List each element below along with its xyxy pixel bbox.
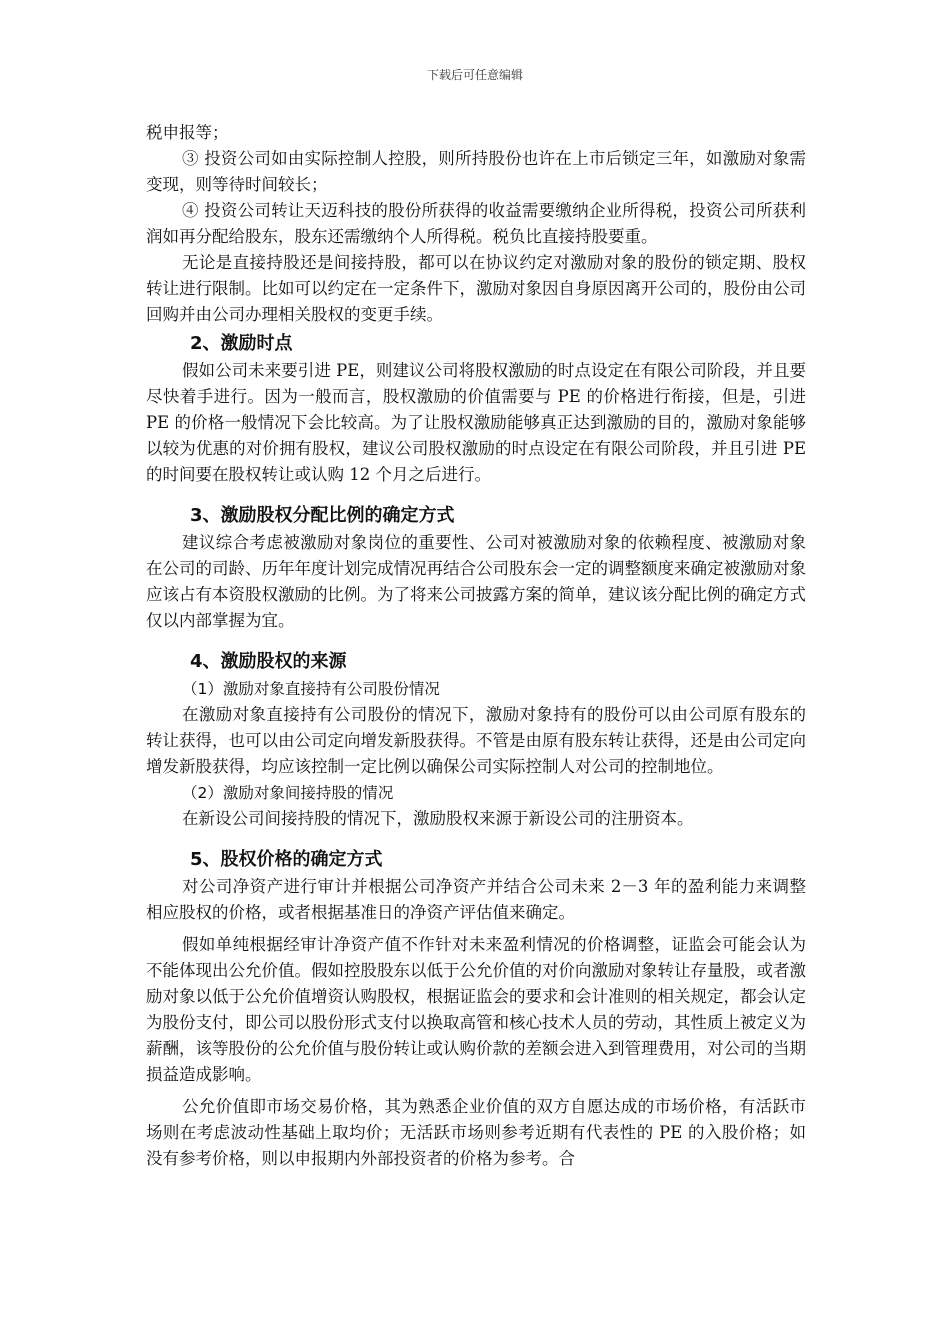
paragraph-allocation-ratio: 建议综合考虑被激励对象岗位的重要性、公司对被激励对象的依赖程度、被激励对象在公司的司龄、历年年度计划完成情况再结合公司股东会一定的调整额度来确定被激励对象应该占有本资股权激励的比例。为了将来公司披露方案的简单，建议该分配比例的确定方式仅以内部掌握为宜。 xyxy=(146,533,806,630)
heading-equity-price: 5、股权价格的确定方式 xyxy=(190,849,383,870)
document-body xyxy=(146,120,806,1172)
paragraph-fair-value: 公允价值即市场交易价格，其为熟悉企业价值的双方自愿达成的市场价格，有活跃市场则在考虑波动性基础上取均价；无活跃市场则参考近期有代表性的 PE 的入股价格；如没有参考价格，则以申报期内外部投资者的价格为参考。合 xyxy=(146,1097,806,1168)
paragraph-lock-period: 无论是直接持股还是间接持股，都可以在协议约定对激励对象的股份的锁定期、股权转让进行限制。比如可以约定在一定条件下，激励对象因自身原因离开公司的，股份由公司回购并由公司办理相关股权的变更手续。 xyxy=(146,253,806,324)
heading-incentive-timing: 2、激励时点 xyxy=(190,333,293,354)
paragraph-share-payment: 假如单纯根据经审计净资产值不作针对未来盈利情况的价格调整，证监会可能会认为不能体现出公允价值。假如控股股东以低于公允价值的对价向激励对象转让存量股，或者激励对象以低于公允价值增资认购股权，根据证监会的要求和会计准则的相关规定，都会认定为股份支付，即公司以股份形式支付以换取高管和核心技术人员的劳动，其性质上被定义为薪酬，该等股份的公允价值与股份转让或认购价款的差额会进入到管理费用，对公司的当期损益造成影响。 xyxy=(146,935,806,1084)
paragraph-tax-filing: 税申报等； xyxy=(146,123,229,142)
page-header: 下载后可任意编辑 xyxy=(426,68,523,82)
heading-allocation-ratio: 3、激励股权分配比例的确定方式 xyxy=(190,505,455,526)
heading-equity-source: 4、激励股权的来源 xyxy=(190,651,347,672)
paragraph-item-4: ④ 投资公司转让天迈科技的股份所获得的收益需要缴纳企业所得税，投资公司所获利润如再分配给股东，股东还需缴纳个人所得税。税负比直接持股要重。 xyxy=(146,201,806,246)
paragraph-incentive-timing: 假如公司未来要引进 PE，则建议公司将股权激励的时点设定在有限公司阶段，并且要尽快着手进行。因为一般而言，股权激励的价值需要与 PE 的价格进行衔接，但是，引进 PE 的价格一般情况下会比较高。为了让股权激励能够真正达到激励的目的，激励对象能够以较为优惠的对价拥有股权，建议公司股权激励的时点设定在有限公司阶段，并且引进 PE 的时间要在股权转让或认购 12 个月之后进行。 xyxy=(146,361,806,484)
paragraph-direct-holding: 在激励对象直接持有公司股份的情况下，激励对象持有的股份可以由公司原有股东的转让获得，也可以由公司定向增发新股获得。不管是由原有股东转让获得，还是由公司定向增发新股获得，均应该控制一定比例以确保公司实际控制人对公司的控制地位。 xyxy=(146,705,806,776)
subheading-indirect-holding: （2）激励对象间接持股的情况 xyxy=(182,784,394,802)
subheading-direct-holding: （1）激励对象直接持有公司股份情况 xyxy=(182,680,440,698)
paragraph-item-3: ③ 投资公司如由实际控制人控股，则所持股份也许在上市后锁定三年，如激励对象需变现，则等待时间较长； xyxy=(146,149,806,194)
paragraph-price-audit: 对公司净资产进行审计并根据公司净资产并结合公司未来 2－3 年的盈利能力来调整相应股权的价格，或者根据基准日的净资产评估值来确定。 xyxy=(146,877,806,922)
paragraph-indirect-holding: 在新设公司间接持股的情况下，激励股权来源于新设公司的注册资本。 xyxy=(182,809,694,828)
